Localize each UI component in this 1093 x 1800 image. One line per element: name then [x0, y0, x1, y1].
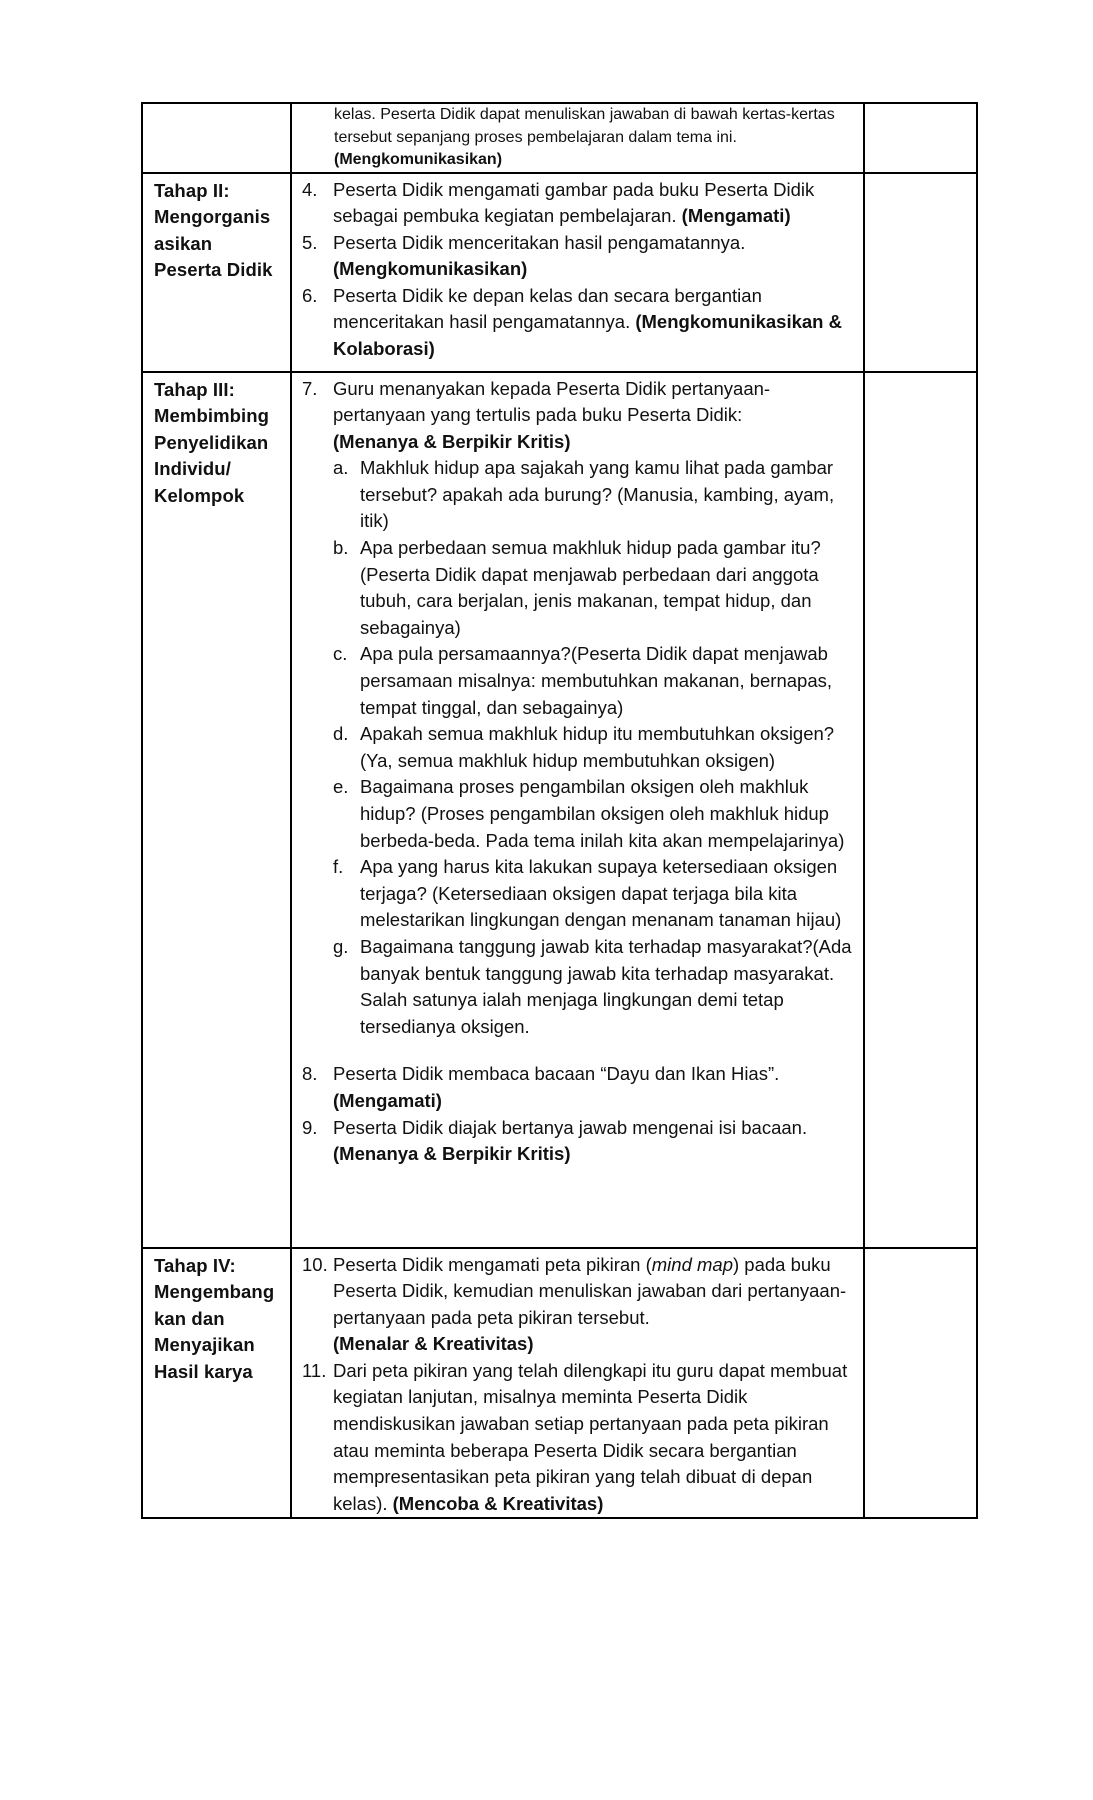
lesson-plan-table	[141, 102, 978, 1519]
stage-label: Tahap IV: Mengembang kan dan Menyajikan Hasil karya	[154, 1254, 275, 1382]
activity-item: 4. Peserta Didik mengamati gambar pada buku Peserta Didik sebagai pembuka kegiatan pembelajaran. (Mengamati)	[302, 178, 815, 227]
question-item: a. Makhluk hidup apa sajakah yang kamu lihat pada gambar tersebut? apakah ada burung? (Manusia, kambing, ayam, itik)	[333, 457, 835, 532]
activity-cell	[291, 103, 864, 173]
activity-item: 5. Peserta Didik menceritakan hasil pengamatannya. (Mengkomunikasikan)	[302, 231, 746, 280]
stage-cell	[142, 1248, 291, 1519]
activity-item: 10. Peserta Didik mengamati peta pikiran (mind map) pada buku Peserta Didik, kemudian menuliskan jawaban dari pertanyaan-pertanyaan pada peta pikiran tersebut. (Menalar & Kreativitas)	[302, 1253, 847, 1355]
question-item: b. Apa perbedaan semua makhluk hidup pada gambar itu?(Peserta Didik dapat menjawab perbedaan dari anggota tubuh, cara berjalan, jenis makanan, tempat hidup, dan sebagainya)	[333, 537, 821, 638]
notes-cell	[864, 1248, 977, 1519]
table-row	[142, 372, 977, 1248]
stage-label: Tahap III: Membimbing Penyelidikan Individu/ Kelompok	[154, 378, 270, 506]
stage-cell	[142, 103, 291, 173]
notes-cell	[864, 372, 977, 1248]
activity-cell	[291, 1248, 864, 1519]
notes-cell	[864, 173, 977, 372]
activity-item: 7. Guru menanyakan kepada Peserta Didik pertanyaan-pertanyaan yang tertulis pada buku Peserta Didik: (Menanya & Berpikir Kritis) a. Makhluk hidup apa sajakah yang kamu lihat pada gambar tersebut? apakah ada burung? (Manusia, kambing, ayam, itik) b. Apa perbedaan semua makhluk hidup pada gambar itu?(Peserta Didik dapat menjawab perbedaan dari anggota tubuh, cara berjalan, jenis makanan, tempat hidup, dan sebagainya) c. Apa pula persamaannya?(Peserta Didik dapat menjawab persamaan misalnya: membutuhkan makanan, bernapas, tempat tinggal, dan sebagainya) d. Apakah semua makhluk hidup itu membutuhkan oksigen?(Ya, semua makhluk hidup membutuhkan oksigen) e. Bagaimana proses pengambilan oksigen oleh makhluk hidup? (Proses pengambilan oksigen oleh makhluk hidup berbeda-beda. Pada tema inilah kita akan mempelajarinya) f. Apa yang harus kita lakukan supaya ketersediaan oksigen terjaga? (Ketersediaan oksigen dapat terjaga bila kita melestarikan lingkungan dengan menanam tanaman hijau) g. Bagaimana tanggung jawab kita terhadap masyarakat?(Ada banyak bentuk tanggung jawab kita terhadap masyarakat. Salah satunya ialah menjaga lingkungan demi tetap tersedianya oksigen.	[292, 376, 859, 1041]
question-item: d. Apakah semua makhluk hidup itu membutuhkan oksigen?(Ya, semua makhluk hidup membutuhkan oksigen)	[333, 723, 835, 771]
stage-label: Tahap II: Mengorganis asikan Peserta Didik	[154, 179, 273, 281]
activity-item: 6. Peserta Didik ke depan kelas dan secara bergantian menceritakan hasil pengamatannya. (Mengkomunikasikan & Kolaborasi)	[302, 284, 842, 360]
continuation-text: kelas. Peserta Didik dapat menuliskan jawaban di bawah kertas-kertas tersebut sepanjang proses pembelajaran dalam tema ini. (Mengkomunikasikan)	[334, 106, 835, 168]
notes-cell	[864, 103, 977, 173]
activity-cell	[291, 173, 864, 372]
activity-item: 8. Peserta Didik membaca bacaan “Dayu dan Ikan Hias”. (Mengamati)	[302, 1063, 780, 1111]
table-row	[142, 173, 977, 372]
question-item: e. Bagaimana proses pengambilan oksigen oleh makhluk hidup? (Proses pengambilan oksigen oleh makhluk hidup berbeda-beda. Pada tema inilah kita akan mempelajarinya)	[333, 776, 845, 851]
activity-item: 11. Dari peta pikiran yang telah dilengkapi itu guru dapat membuat kegiatan lanjutan, misalnya meminta Peserta Didik mendiskusikan jawaban setiap pertanyaan pada peta pikiran atau meminta beberapa Peserta Didik secara bergantian mempresentasikan peta pikiran yang telah dibuat di depan kelas). (Mencoba & Kreativitas)	[302, 1359, 848, 1514]
question-item: c. Apa pula persamaannya?(Peserta Didik dapat menjawab persamaan misalnya: membutuhkan makanan, bernapas, tempat tinggal, dan sebagainya)	[333, 643, 833, 718]
stage-cell	[142, 173, 291, 372]
table-row	[142, 103, 977, 173]
activity-cell	[291, 372, 864, 1248]
activity-item: 9. Peserta Didik diajak bertanya jawab mengenai isi bacaan. (Menanya & Berpikir Kritis)	[302, 1116, 808, 1165]
question-item: g. Bagaimana tanggung jawab kita terhadap masyarakat?(Ada banyak bentuk tanggung jawab kita terhadap masyarakat. Salah satunya ialah menjaga lingkungan demi tetap tersedianya oksigen.	[333, 935, 852, 1037]
table-row	[142, 1248, 977, 1519]
question-item: f. Apa yang harus kita lakukan supaya ketersediaan oksigen terjaga? (Ketersediaan oksigen dapat terjaga bila kita melestarikan lingkungan dengan menanam tanaman hijau)	[333, 856, 842, 931]
stage-cell	[142, 372, 291, 1248]
